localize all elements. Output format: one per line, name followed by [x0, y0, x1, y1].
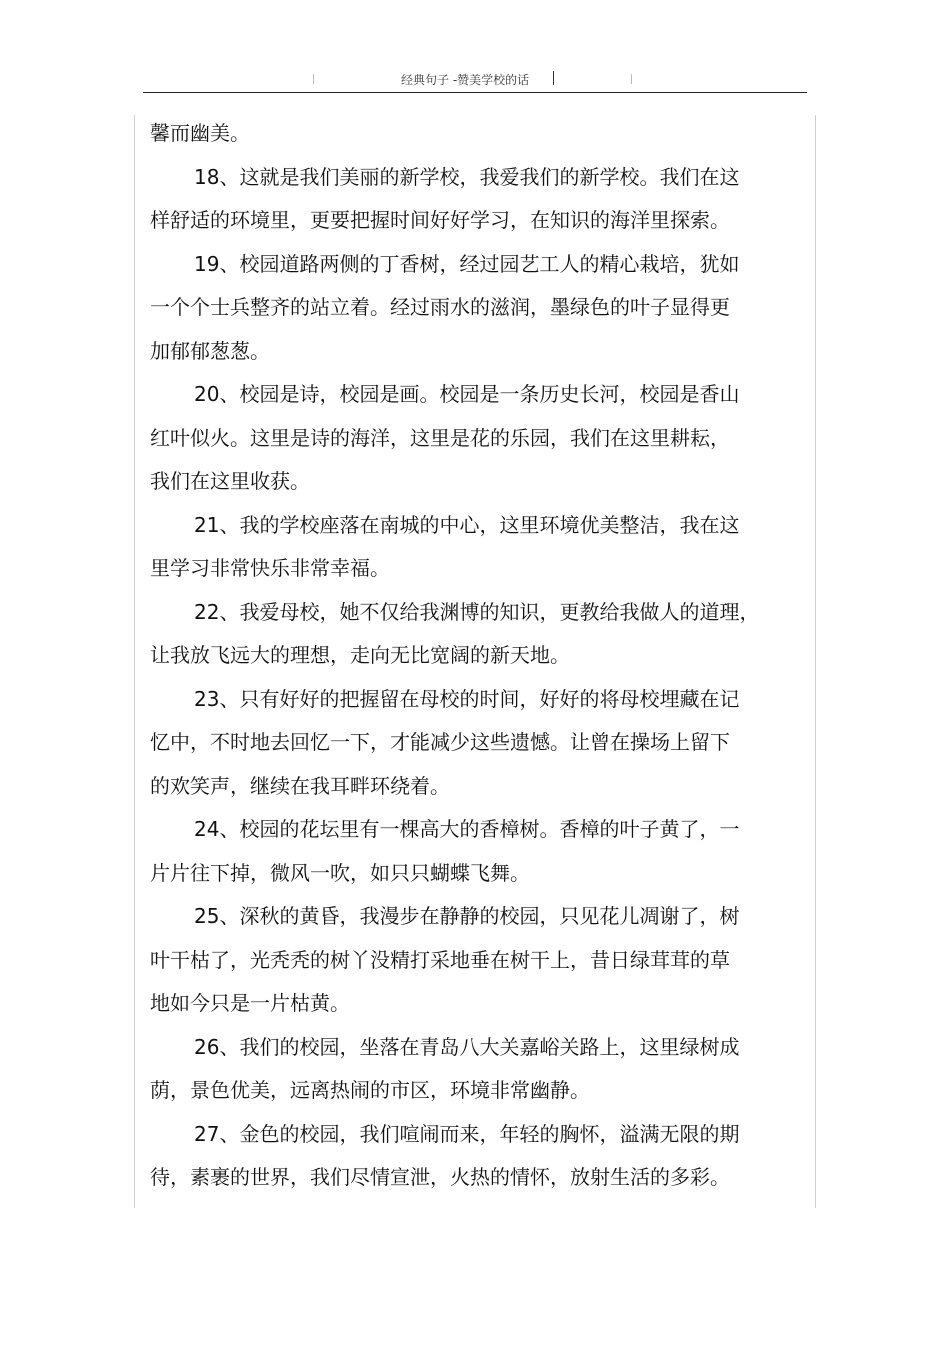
paragraph-line: 24、校园的花坛里有一棵高大的香樟树。香樟的叶子黄了，一 — [194, 817, 740, 841]
paragraph-line: 里学习非常快乐非常幸福。 — [150, 556, 390, 580]
paragraph-line: 荫，景色优美，远离热闹的市区，环境非常幽静。 — [150, 1078, 590, 1102]
paragraph-line: 21、我的学校座落在南城的中心，这里环境优美整洁，我在这 — [194, 512, 740, 537]
paragraph-line: 的欢笑声，继续在我耳畔环绕着。 — [150, 773, 450, 798]
right-margin-line — [815, 115, 816, 1208]
paragraph-line: 忆中，不时地去回忆一下，才能减少这些遗憾。让曾在操场上留下 — [150, 730, 730, 754]
paragraph-line: 20、校园是诗，校园是画。校园是一条历史长河，校园是香山 — [194, 382, 740, 406]
paragraph-line: 待，素裹的世界，我们尽情宣泄，火热的情怀，放射生活的多彩。 — [150, 1165, 730, 1189]
paragraph-line: 叶干枯了，光秃秃的树丫没精打采地垂在树干上，昔日绿茸茸的草 — [150, 947, 730, 972]
paragraph-line: 样舒适的环境里，更要把握时间好好学习，在知识的海洋里探索。 — [150, 208, 730, 232]
document-body — [150, 112, 770, 1200]
paragraph-line: 一个个士兵整齐的站立着。经过雨水的滋润，墨绿色的叶子显得更 — [150, 295, 730, 319]
paragraph-line: 馨而幽美。 — [150, 121, 250, 145]
left-margin-line — [134, 115, 135, 1208]
paragraph-line: 26、我们的校园，坐落在青岛八大关嘉峪关路上，这里绿树成 — [194, 1034, 740, 1059]
paragraph-line: 让我放飞远大的理想，走向无比宽阔的新天地。 — [150, 643, 570, 667]
paragraph-line: 23、只有好好的把握留在母校的时间，好好的将母校埋藏在记 — [194, 686, 740, 711]
paragraph-line: 我们在这里收获。 — [150, 469, 310, 493]
page-header — [143, 66, 807, 93]
paragraph-line: 地如今只是一片枯黄。 — [150, 991, 350, 1015]
paragraph-line: 22、我爱母校，她不仅给我渊博的知识，更教给我做人的道理， — [194, 599, 760, 624]
paragraph-line: 19、校园道路两侧的丁香树，经过园艺工人的精心栽培，犹如 — [194, 251, 740, 276]
paragraph-line: 红叶似火。这里是诗的海洋，这里是花的乐园，我们在这里耕耘， — [150, 425, 730, 450]
header-tick-right — [631, 74, 632, 84]
paragraph-line: 25、深秋的黄昏，我漫步在静静的校园，只见花儿凋谢了，树 — [194, 904, 740, 928]
header-title: 经典句子 -赞美学校的话 — [401, 73, 530, 87]
paragraph-line: 18、这就是我们美丽的新学校，我爱我们的新学校。我们在这 — [194, 164, 740, 189]
header-tick-left — [313, 74, 314, 84]
header-tick-mid — [553, 71, 554, 85]
paragraph-line: 加郁郁葱葱。 — [150, 338, 270, 363]
paragraph-line: 片片往下掉，微风一吹，如只只蝴蝶飞舞。 — [150, 860, 530, 885]
paragraph-line: 27、金色的校园，我们喧闹而来，年轻的胸怀，溢满无限的期 — [194, 1121, 740, 1146]
